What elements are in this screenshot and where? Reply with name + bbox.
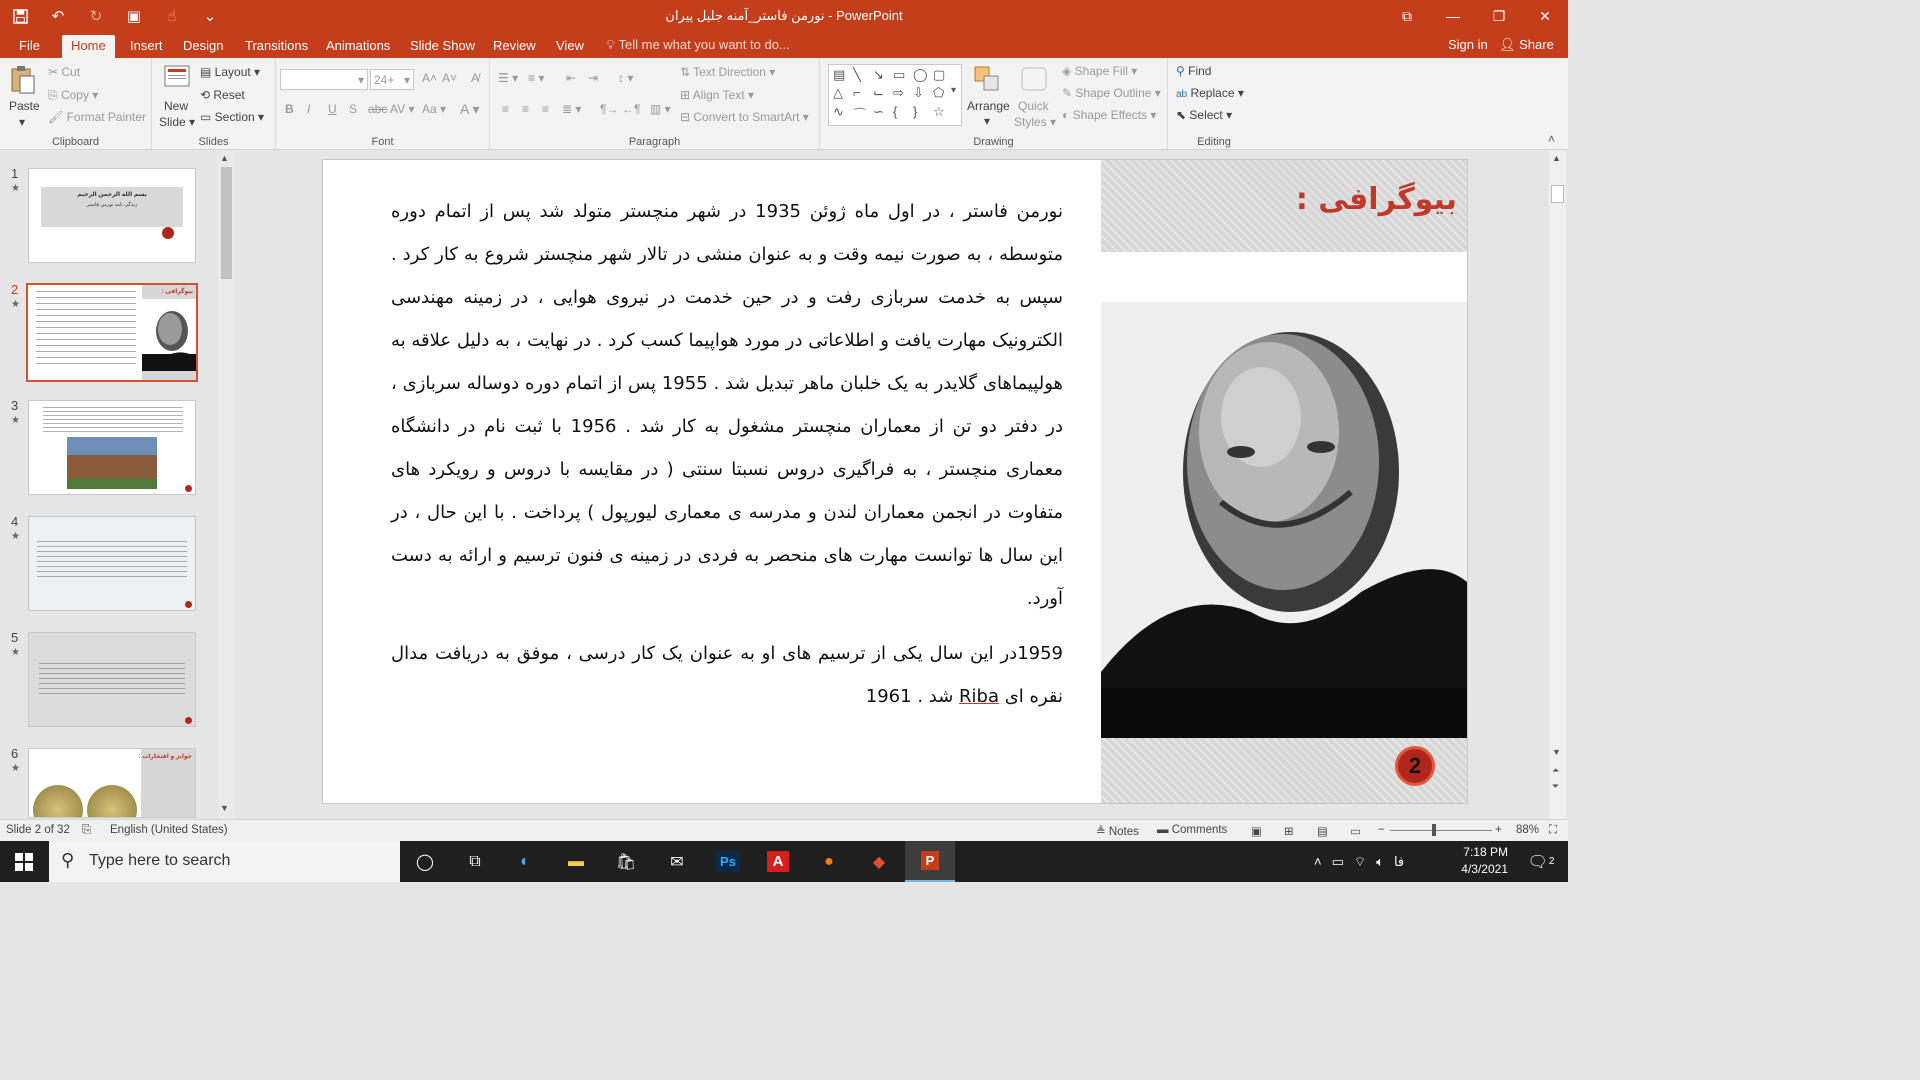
slide-thumbnail-pane [0,151,236,819]
clock-date: 4/3/2021 [1461,862,1508,876]
windows-taskbar [0,841,1568,882]
volume-icon[interactable]: 🔈︎ [1376,853,1384,869]
shape-effects-button[interactable]: ◐ Shape Effects ▾ [1062,108,1157,122]
slides-group-label: Slides [198,136,229,148]
photoshop-icon[interactable]: Ps [703,841,753,882]
tab-design[interactable]: Design [183,38,224,53]
font-name-dropdown-icon: ▾ [357,73,364,87]
section-button[interactable]: ▭ Section ▾ [200,110,265,124]
gallery-more-icon[interactable]: ▾ [951,85,957,96]
customize-qat-icon[interactable]: ⌄ [203,8,217,25]
italic-icon[interactable]: I [307,102,311,116]
animation-star-icon: ★ [11,299,20,310]
thumb6-medal-1 [33,785,83,818]
mail-icon[interactable]: ✉ [670,853,684,871]
new-slide-label-1[interactable]: New [164,99,189,113]
line-spacing-icon[interactable]: ↕ ▾ [618,71,634,85]
ltr-icon[interactable]: ¶→ [600,102,619,116]
down-arrow-shape-icon[interactable]: ⇩ [913,85,924,100]
animation-star-icon: ★ [11,183,20,194]
thumbnail-scroll-thumb[interactable] [221,167,232,279]
thumb-number-5: 5 [11,630,19,645]
arrange-dropdown-icon[interactable]: ▾ [984,114,991,128]
animation-star-icon: ★ [11,763,20,774]
slide-thumbnail-5[interactable] [28,632,196,727]
layout-label: Layout [214,65,251,79]
portrait-photo[interactable] [1101,252,1467,738]
undo-icon[interactable]: ↶ [51,8,65,25]
find-button[interactable] [1176,64,1211,78]
thumb-number-1: 1 [11,166,19,181]
shape-effects-label: Shape Effects [1072,108,1148,122]
reset-label: Reset [213,88,245,102]
find-label: Find [1188,64,1212,78]
slide-thumbnail-3[interactable] [28,400,196,495]
cortana-icon[interactable]: ◯ [416,853,434,871]
normal-view-icon[interactable]: ▣ [1251,826,1262,838]
rtl-icon[interactable]: ←¶ [622,102,641,116]
ribbon-tabs [0,32,1568,58]
rounded-rect-shape-icon[interactable]: ▢ [933,67,946,82]
sign-in-link[interactable]: Sign in [1448,37,1488,52]
quick-styles-icon[interactable] [1018,62,1050,96]
rectangle-shape-icon[interactable]: ▭ [893,67,906,82]
quick-styles-label-2-text: Styles [1014,115,1047,129]
numbering-icon[interactable]: ≡ ▾ [528,71,545,85]
clock-time: 7:18 PM [1463,845,1508,859]
strikethrough-icon[interactable]: abc [368,102,388,116]
thumb-number-3: 3 [11,398,19,413]
quick-styles-label-1[interactable]: Quick [1018,99,1049,113]
thumb1-subtitle: زندگی نامه نورمن فاستر [86,202,138,208]
window-title: نورمن فاستر_آمنه جلیل پیران - PowerPoint [665,8,903,23]
body-paragraph-2-part-b: شد . 1961 [865,686,960,707]
title-bar [0,0,1568,32]
animation-star-icon: ★ [11,415,20,426]
drawing-group-label: Drawing [973,136,1014,148]
zoom-level[interactable]: 88% [1516,824,1540,836]
format-painter-label: Format Painter [66,110,146,124]
align-right-icon[interactable]: ≡ [542,102,550,116]
clear-formatting-icon[interactable]: A̸ [471,71,480,85]
new-slide-icon[interactable] [162,62,192,94]
scroll-up-icon[interactable]: ▲ [1552,153,1561,163]
current-slide[interactable] [322,159,1468,804]
arrange-label[interactable]: Arrange [967,99,1010,113]
shape-outline-label: Shape Outline [1075,86,1152,100]
next-slide-icon[interactable]: ⏷ [1552,781,1560,791]
firefox-icon[interactable]: ● [824,852,834,870]
arc-shape-icon[interactable]: ⌒ [853,107,867,122]
convert-smartart-button[interactable]: ⊟ Convert to SmartArt ▾ [680,110,809,124]
oval-shape-icon[interactable]: ◯ [913,67,928,82]
tab-home[interactable]: Home [62,35,115,58]
slide-count: Slide 2 of 32 [6,824,70,836]
tab-view[interactable]: View [556,38,584,53]
bold-icon[interactable]: B [285,102,294,116]
layout-button[interactable]: ▤ Layout ▾ [200,65,261,79]
slideshow-view-icon[interactable]: ▭ [1350,826,1361,838]
notes-button[interactable]: ≜ Notes [1096,826,1139,838]
thumb2-title: بیوگرافی : [161,289,193,295]
tell-me-box[interactable] [606,37,790,53]
thumb1-badge [162,227,174,239]
search-placeholder: Type here to search [89,852,231,869]
font-size-dropdown-icon: ▾ [403,73,410,87]
previous-slide-icon[interactable]: ⏶ [1552,765,1560,775]
scroll-down-icon[interactable]: ▼ [1552,747,1561,757]
new-slide-label-2[interactable]: Slide ▾ [159,115,196,129]
align-center-icon[interactable]: ≡ [522,102,530,116]
paste-dropdown-icon[interactable]: ▾ [19,115,26,129]
editor-scroll-thumb[interactable] [1551,185,1564,203]
scroll-up-icon[interactable]: ▲ [220,153,229,163]
shape-fill-button[interactable]: ◈ Shape Fill ▾ [1062,64,1138,78]
minimize-button[interactable]: — [1446,8,1460,24]
align-left-icon[interactable]: ≡ [502,102,510,116]
shrink-font-icon[interactable]: A˅ [442,71,458,85]
slide-thumbnail-2[interactable] [26,283,198,382]
arrow-line-shape-icon[interactable]: ↘ [873,67,884,82]
zoom-slider[interactable] [1390,830,1492,831]
reading-view-icon[interactable]: ▤ [1317,826,1328,838]
collapse-ribbon-icon[interactable]: ˄ [1548,132,1556,146]
align-text-label: Align Text [692,88,745,102]
new-slide-label-2-text: Slide [159,115,186,129]
thumb3-photo [67,437,157,489]
thumbnail-scrollbar[interactable] [218,151,235,819]
redo-icon[interactable]: ↻ [89,8,103,25]
file-explorer-icon[interactable]: ▬ [568,852,584,870]
tray-chevron-icon[interactable]: ˄ [1314,854,1322,869]
slides-group [152,58,276,150]
section-label: Section [214,110,255,124]
copy-button[interactable]: ⎘ Copy ▾ [48,88,99,102]
select-label: Select [1189,108,1223,122]
change-case-icon[interactable]: Aa ▾ [422,102,447,116]
shape-fill-label: Shape Fill [1074,64,1128,78]
star-shape-icon[interactable]: ☆ [933,104,945,119]
touch-mode-icon[interactable]: ☝ [167,8,177,25]
font-group [276,58,490,150]
wifi-icon[interactable]: ⌔ [1353,853,1367,869]
close-button[interactable]: ✕ [1539,7,1551,24]
scribble-shape-icon[interactable]: ∿ [833,104,844,119]
font-name-box[interactable] [280,69,368,90]
task-view-icon[interactable]: ⧉ [469,852,481,870]
animation-star-icon: ★ [11,531,20,542]
taskbar-search-box[interactable] [49,841,400,882]
notification-icon[interactable]: 🗨︎ 2 [1527,853,1555,871]
tell-me-text: Tell me what you want to do... [618,37,790,52]
acrobat-icon[interactable]: A [753,841,803,882]
input-language[interactable]: فا [1393,853,1405,869]
tab-slide-show[interactable]: Slide Show [410,38,476,53]
store-icon[interactable]: 🛍︎ [615,853,637,871]
select-button[interactable]: ⬉ Select ▾ [1176,108,1233,122]
comments-label: Comments [1171,824,1228,836]
editing-group [1168,58,1260,150]
brace-left-shape-icon[interactable]: { [893,104,898,119]
slide-body-text[interactable] [391,190,1063,730]
brace-right-shape-icon[interactable]: } [913,104,918,119]
zoom-out-button[interactable]: − [1378,824,1385,836]
powerpoint-taskbar-icon[interactable]: P [905,841,955,882]
font-size-box[interactable] [370,69,414,90]
spellcheck-icon[interactable]: ⎘ [82,824,92,836]
fit-to-window-icon[interactable]: ⛶ [1549,824,1558,836]
edge-icon[interactable]: ◐ [520,852,530,870]
shape-outline-button[interactable]: ✎ Shape Outline ▾ [1062,86,1161,100]
clock[interactable] [1461,844,1508,878]
convert-smartart-label: Convert to SmartArt [693,110,800,124]
shadow-icon[interactable]: S [349,102,358,116]
tab-insert[interactable]: Insert [130,38,163,53]
format-painter-button[interactable]: 🖌︎ Format Painter [48,110,146,124]
quick-styles-label-2[interactable]: Styles ▾ [1014,115,1057,129]
body-paragraph-2-part-a: 1959در این سال یکی از ترسیم های او به عنوان یک کار درسی ، موفق به دریافت مدال نقره ای [391,643,1063,707]
character-spacing-icon[interactable]: AV ▾ [390,102,415,116]
slide-thumbnail-1[interactable] [28,168,196,263]
arrange-icon[interactable] [970,62,1004,96]
body-paragraph-1: نورمن فاستر ، در اول ماه ژوئن 1935 در شهر منچستر متولد شد پس از اتمام دوره متوسطه ، به صورت نیمه وقت و به عنوان منشی در تالار شهر منچستر شروع به کار کرد . سپس به خدمت سربازی رفت و در حین خدمت در نیروی هوایی ، در زمینه مهندسی الکترونیک مهارت یافت و اطلاعاتی در مورد هواپیما کسب کرد . در نهایت ، به دلیل علاقه به هولپیماهای گلایدر به یک خلبان ماهر تبدیل شد . 1955 پس از اتمام دوره دوساله سربازی ، در دفتر دو تن از معماران منچستر مشغول به کار شد . 1956 با ثبت نام در دانشگاه معماری منچستر ، به فراگیری دروس نسبتا سنتی ( در مقایسه با دروس و رویکرد های متفاوت در انجمن معماران لندن و مدرسه ی معماری لیورپول ) پرداخت . با این حال ، در این سال ها توانست مهارت های منحصر به فردی در زمینه ی فنون ترسیم و ارائه به دست آورد. [391,201,1063,609]
share-button[interactable] [1499,37,1554,53]
replace-label: Replace [1190,86,1235,100]
present-icon[interactable]: ▣ [126,8,142,25]
copy-label: Copy [60,88,89,102]
magnifier-icon: ⚲ [1176,64,1185,78]
align-text-button[interactable]: ⊞ Align Text ▾ [680,88,754,102]
thumb6-medal-2 [87,785,137,818]
line-shape-icon[interactable]: ╲ [853,67,861,82]
slide-heading[interactable]: بیوگرافی : [1295,182,1457,217]
search-icon: ⚲ [61,850,75,870]
thumb-number-6: 6 [11,746,19,761]
cut-label: Cut [61,65,81,79]
justify-icon[interactable]: ≣ ▾ [562,102,582,116]
clipboard-group-label: Clipboard [51,136,100,148]
lightbulb-icon: 💡︎ [606,37,616,52]
scroll-down-icon[interactable]: ▼ [220,803,229,813]
cursor-icon: ⬉ [1176,108,1187,122]
paste-icon[interactable] [9,64,37,96]
font-color-icon[interactable]: A ▾ [460,101,480,117]
font-group-label: Font [371,136,394,148]
windows-start-icon[interactable] [0,841,48,882]
slide-thumbnail-4[interactable] [28,516,196,611]
thumb1-title: بسم الله الرحمن الرحیم [77,192,147,198]
comments-button[interactable]: ▬ Comments [1157,824,1228,836]
columns-icon[interactable]: ▥ ▾ [650,102,671,116]
font-size-value: 24+ [374,73,395,87]
text-direction-button[interactable]: ⇅ Text Direction ▾ [680,65,776,79]
person-icon: 👤︎ [1499,37,1516,52]
battery-icon[interactable]: ▭ [1331,853,1344,869]
system-tray [1314,841,1404,882]
slide-thumbnail-6[interactable] [28,748,196,818]
underline-icon[interactable]: U [328,102,337,116]
language-indicator[interactable]: English (United States) [110,824,228,836]
editing-group-label: Editing [1197,136,1231,148]
shapes-gallery[interactable] [828,64,962,126]
zoom-slider-thumb[interactable] [1432,824,1436,836]
elbow-shape-icon[interactable]: ⌙ [873,85,884,100]
reset-button[interactable]: ⟲ Reset [200,88,245,102]
increase-indent-icon[interactable]: ⇥ [588,71,599,85]
notes-label: Notes [1108,826,1139,838]
sketchup-icon[interactable]: ◆ [872,853,886,871]
share-label: Share [1519,37,1554,52]
thumb-number-4: 4 [11,514,19,529]
tab-file[interactable]: File [19,38,40,53]
grow-font-icon[interactable]: A˄ [422,71,438,85]
clipboard-group [0,58,152,150]
bullets-icon[interactable]: ☰ ▾ [498,71,519,85]
page-number-badge: 2 [1395,746,1435,786]
textbox-shape-icon[interactable]: ▤ [833,67,846,82]
zoom-in-button[interactable]: + [1495,824,1502,836]
animation-star-icon: ★ [11,647,20,658]
tab-animations[interactable]: Animations [326,38,391,53]
paragraph-group-label: Paragraph [628,136,681,148]
replace-icon: ab [1176,89,1188,100]
tab-review[interactable]: Review [493,38,536,53]
thumb-number-2: 2 [11,282,19,297]
ribbon-display-icon[interactable]: ⧉ [1402,7,1412,24]
tab-transitions[interactable]: Transitions [245,38,309,53]
restore-button[interactable]: ❐ [1492,7,1506,24]
triangle-shape-icon[interactable]: △ [833,85,843,100]
paragraph-group [490,58,820,150]
notification-count: 2 [1548,856,1555,867]
drawing-group [820,58,1168,150]
connector-shape-icon[interactable]: ⌐ [853,85,861,100]
right-arrow-shape-icon[interactable]: ⇨ [893,85,904,100]
riba-word: Riba [959,686,999,707]
body-paragraph-2 [391,632,1063,718]
slide-sorter-icon[interactable]: ⊞ [1284,826,1294,838]
freeform-shape-icon[interactable]: ⬠ [933,85,945,100]
curve-shape-icon[interactable]: ∽ [873,104,884,119]
replace-button[interactable]: ab Replace ▾ [1176,86,1244,100]
decrease-indent-icon[interactable]: ⇤ [566,71,577,85]
ribbon [0,58,1568,150]
thumb6-title: جوایز و افتخارات : [138,754,192,760]
editor-scrollbar[interactable] [1549,151,1566,819]
status-bar [0,819,1568,841]
cut-button[interactable]: ✂ Cut [48,65,81,79]
text-direction-label: Text Direction [693,65,766,79]
paste-label[interactable]: Paste [9,99,40,113]
